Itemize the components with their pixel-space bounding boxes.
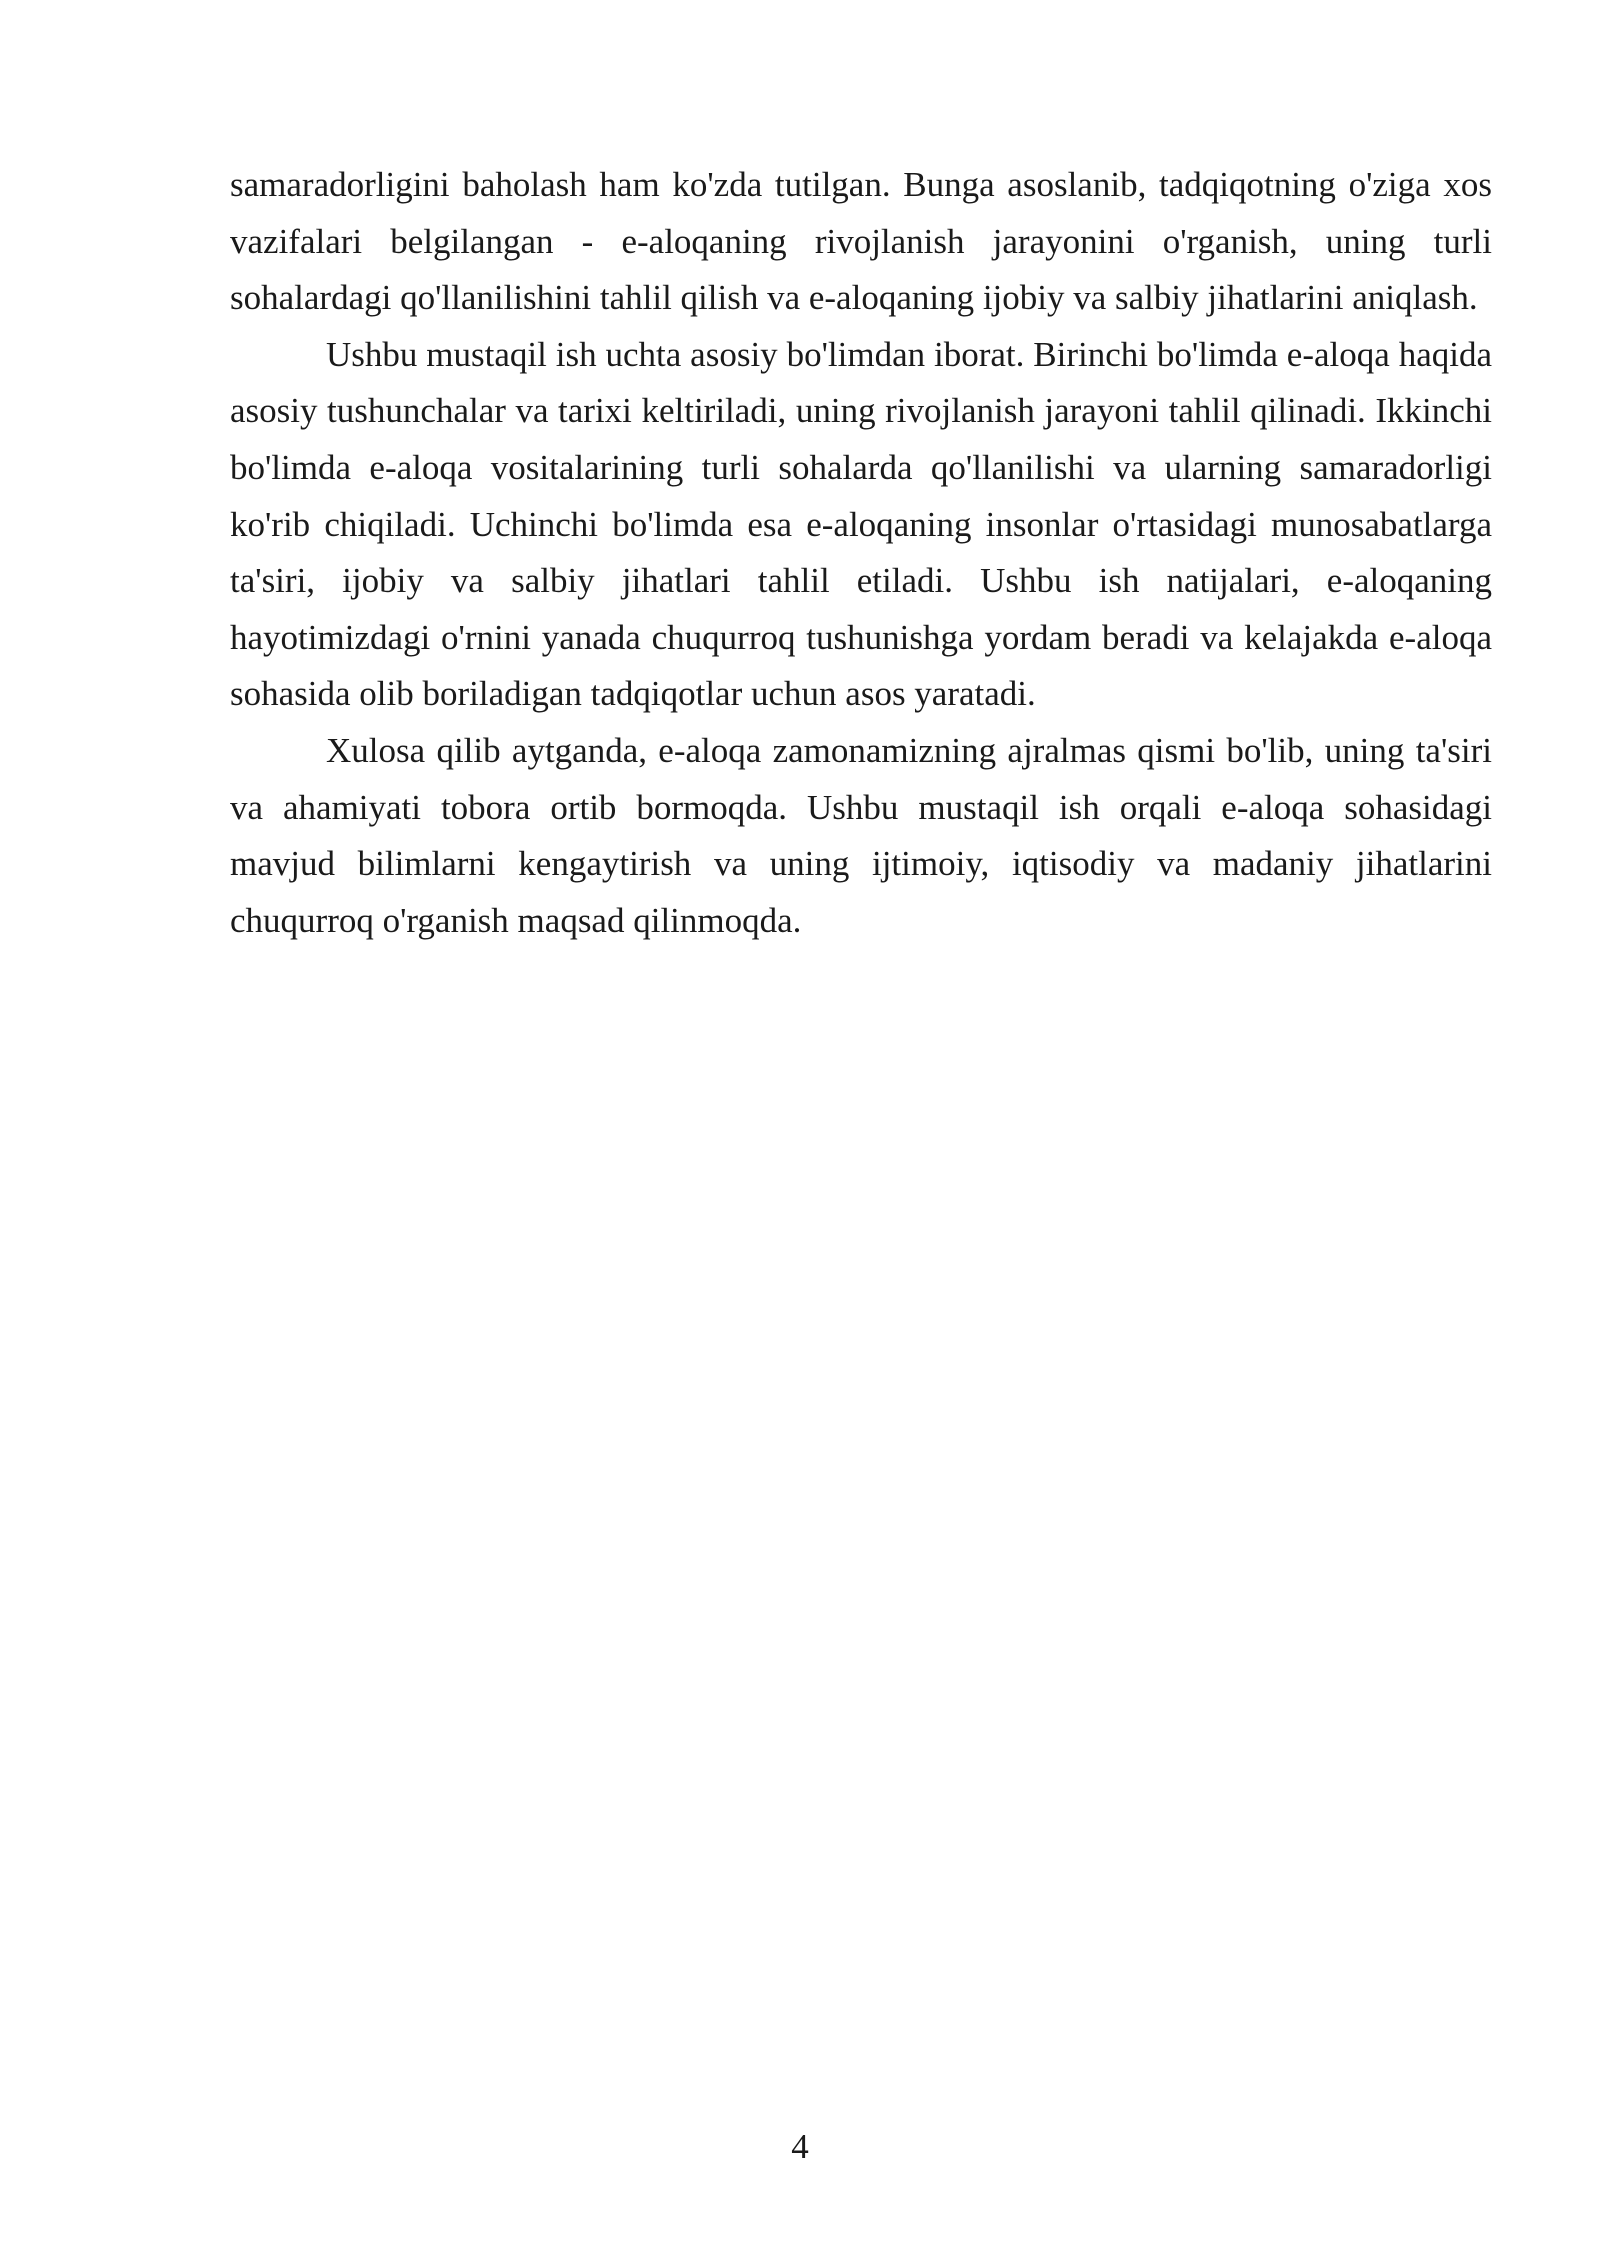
paragraph-continuation: samaradorligini baholash ham ko'zda tutilgan. Bunga asoslanib, tadqiqotning o'ziga xos vazifalari belgilangan - e-aloqaning rivojlanish jarayonini o'rganish, uning turli sohalardagi qo'llanilishini tahlil qilish va e-aloqaning ijobiy va salbiy jihatlarini aniqlash. (230, 165, 1492, 318)
body-text (230, 157, 1492, 949)
page-number: 4 (791, 2127, 809, 2166)
paragraph-conclusion: Xulosa qilib aytganda, e-aloqa zamonamizning ajralmas qismi bo'lib, uning ta'siri va ahamiyati tobora ortib bormoqda. Ushbu mustaqil ish orqali e-aloqa sohasidagi mavjud bilimlarni kengaytirish va uning ijtimoiy, iqtisodiy va madaniy jihatlarini chuqurroq o'rganish maqsad qilinmoqda. (230, 730, 1492, 940)
paragraph-structure: Ushbu mustaqil ish uchta asosiy bo'limdan iborat. Birinchi bo'limda e-aloqa haqida asosiy tushunchalar va tarixi keltiriladi, uning rivojlanish jarayoni tahlil qilinadi. Ikkinchi bo'limda e-aloqa vositalarining turli sohalarda qo'llanilishi va ularning samaradorligi ko'rib chiqiladi. Uchinchi bo'limda esa e-aloqaning insonlar o'rtasidagi munosabatlarga ta'siri, ijobiy va salbiy jihatlari tahlil etiladi. Ushbu ish natijalari, e-aloqaning hayotimizdagi o'rnini yanada chuqurroq tushunishga yordam beradi va kelajakda e-aloqa sohasida olib boriladigan tadqiqotlar uchun asos yaratadi. (230, 334, 1492, 714)
